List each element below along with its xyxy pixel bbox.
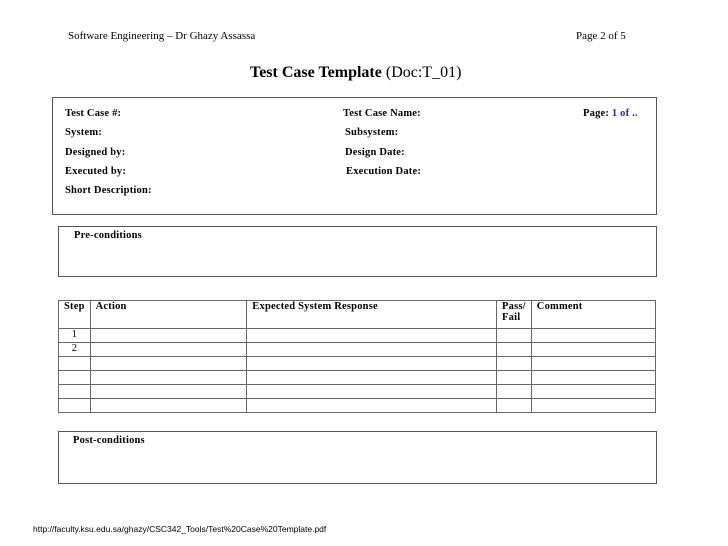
subsystem-label: Subsystem:: [345, 127, 399, 138]
pass-fail-cell[interactable]: [497, 385, 532, 399]
document-title-code: (Doc:T_01): [385, 64, 462, 81]
page-indicator: [583, 108, 638, 119]
comment-cell[interactable]: [531, 399, 655, 413]
table-header-row: [59, 301, 656, 329]
action-cell[interactable]: [90, 357, 247, 371]
postconditions-label: Post-conditions: [73, 435, 145, 446]
expected-response-cell[interactable]: [247, 343, 497, 357]
pass-fail-cell[interactable]: [497, 329, 532, 343]
step-column-header: Step: [59, 301, 91, 329]
table-row: [59, 385, 656, 399]
comment-column-header: Comment: [531, 301, 655, 329]
header-page-number: Page 2 of 5: [576, 30, 626, 42]
comment-cell[interactable]: [531, 357, 655, 371]
preconditions-box: [58, 226, 657, 277]
preconditions-label: Pre-conditions: [74, 230, 142, 241]
table-row: [59, 399, 656, 413]
expected-response-cell[interactable]: [247, 329, 497, 343]
comment-cell[interactable]: [531, 385, 655, 399]
test-case-name-label: Test Case Name:: [343, 108, 421, 119]
table-row: [59, 371, 656, 385]
header-course: Software Engineering – Dr Ghazy Assassa: [68, 30, 256, 42]
expected-response-cell[interactable]: [247, 357, 497, 371]
comment-cell[interactable]: [531, 329, 655, 343]
step-number: [59, 371, 91, 385]
designed-by-label: Designed by:: [65, 147, 126, 158]
action-cell[interactable]: [90, 399, 247, 413]
expected-response-cell[interactable]: [247, 385, 497, 399]
page-value: 1 of ..: [611, 108, 638, 119]
comment-cell[interactable]: [531, 343, 655, 357]
action-cell[interactable]: [90, 385, 247, 399]
executed-by-label: Executed by:: [65, 166, 127, 177]
test-case-number-label: Test Case #:: [65, 108, 122, 119]
table-row: [59, 329, 656, 343]
expected-response-cell[interactable]: [247, 371, 497, 385]
step-number: [59, 385, 91, 399]
short-description-label: Short Description:: [65, 185, 152, 196]
footer-url: http://faculty.ksu.edu.sa/ghazy/CSC342_Tools/Test%20Case%20Template.pdf: [33, 524, 327, 534]
pass-fail-cell[interactable]: [497, 371, 532, 385]
page-label: Page:: [583, 108, 610, 119]
expected-response-cell[interactable]: [247, 399, 497, 413]
design-date-label: Design Date:: [345, 147, 405, 158]
action-cell[interactable]: [90, 371, 247, 385]
step-number: [59, 357, 91, 371]
step-number: 1: [59, 329, 91, 343]
action-column-header: Action: [90, 301, 247, 329]
test-steps-table: [58, 300, 656, 413]
step-number: [59, 399, 91, 413]
comment-cell[interactable]: [531, 371, 655, 385]
test-case-info-box: [52, 97, 657, 215]
step-number: 2: [59, 343, 91, 357]
pass-fail-cell[interactable]: [497, 357, 532, 371]
document-title: [250, 64, 461, 82]
expected-response-column-header: Expected System Response: [247, 301, 497, 329]
execution-date-label: Execution Date:: [346, 166, 422, 177]
table-row: [59, 343, 656, 357]
action-cell[interactable]: [90, 329, 247, 343]
pass-fail-cell[interactable]: [497, 343, 532, 357]
table-row: [59, 357, 656, 371]
document-title-main: Test Case Template: [250, 64, 382, 81]
postconditions-box: [58, 431, 657, 484]
action-cell[interactable]: [90, 343, 247, 357]
system-label: System:: [65, 127, 102, 138]
pass-fail-column-header: Pass/ Fail: [497, 301, 532, 329]
pass-fail-cell[interactable]: [497, 399, 532, 413]
